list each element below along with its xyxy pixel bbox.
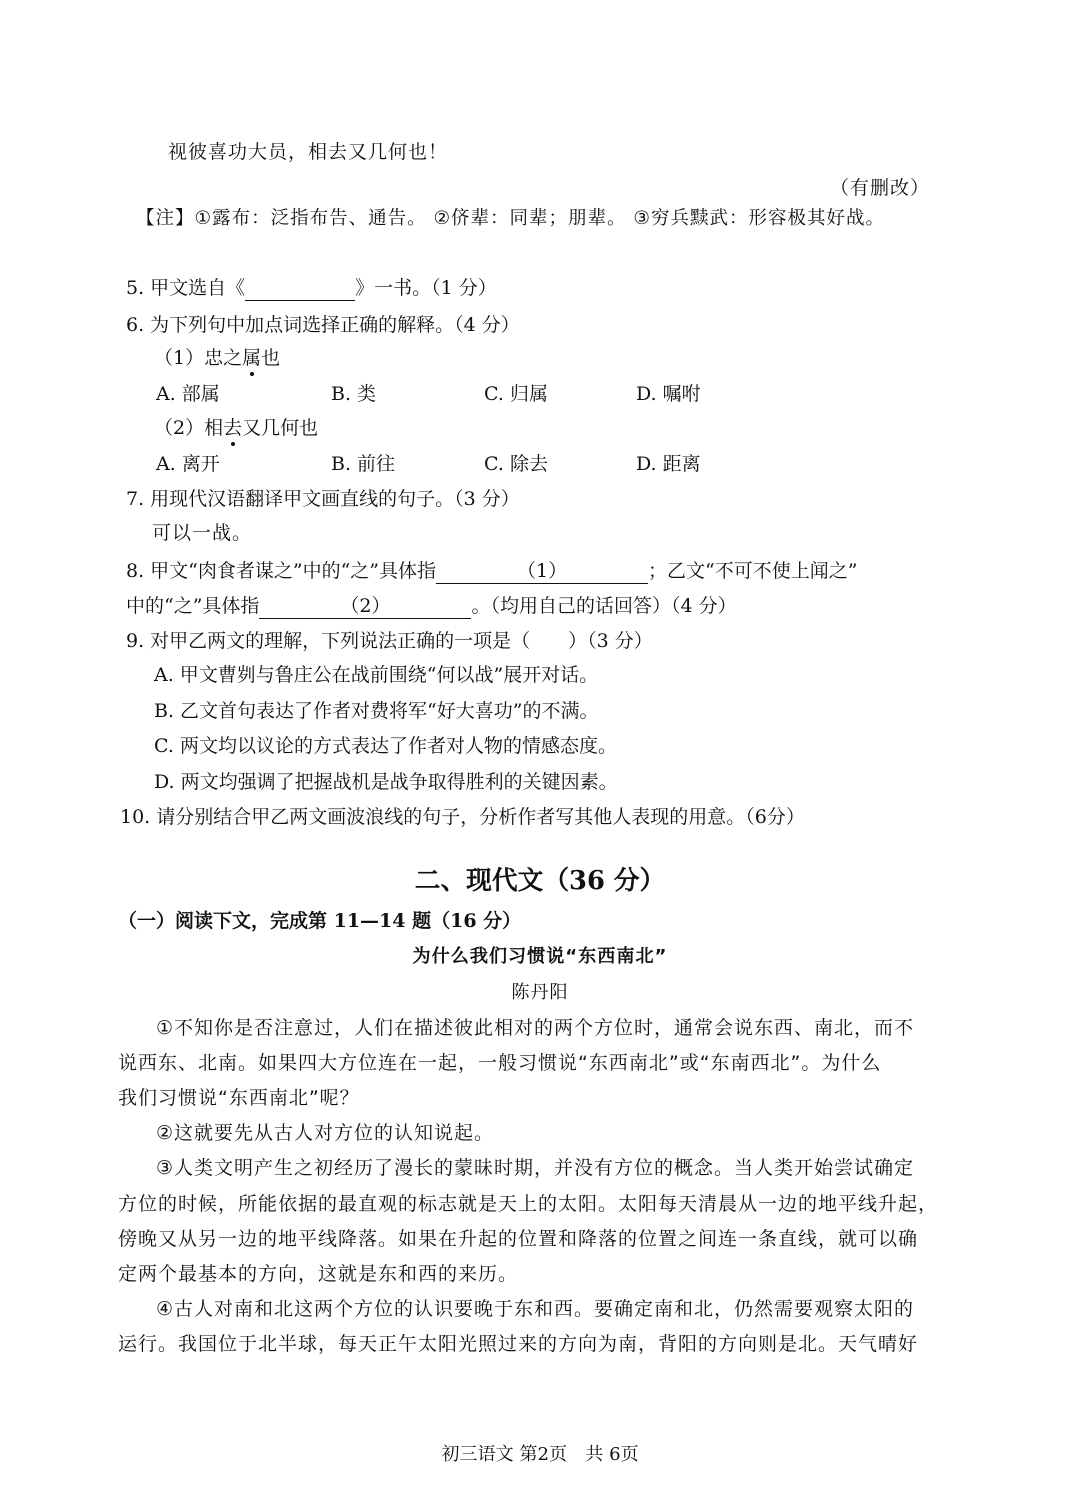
- q6-sub2-option-a: A. 离开: [156, 453, 220, 475]
- question-8-line2: [126, 595, 737, 619]
- paragraph-3-line-3: 傍晚又从另一边的地平线降落。如果在升起的位置和降落的位置之间连一条直线，就可以确: [118, 1228, 919, 1250]
- q6-sub2-option-b: B. 前往: [331, 453, 396, 475]
- q5-answer-blank[interactable]: [245, 277, 355, 301]
- paragraph-3-line-2: 方位的时候，所能依据的最直观的标志就是天上的太阳。太阳每天清晨从一边的地平线升起，: [118, 1193, 939, 1215]
- paragraph-2-line-1: ②这就要先从古人对方位的认知说起。: [156, 1122, 495, 1144]
- q9-option-d: D. 两文均强调了把握战机是战争取得胜利的关键因素。: [154, 771, 618, 793]
- paragraph-3-line-1: ③人类文明产生之初经历了漫长的蒙昧时期，并没有方位的概念。当人类开始尝试确定: [156, 1157, 915, 1179]
- q8-blank-1[interactable]: （1）: [436, 560, 648, 584]
- q5-stem-after: 》一书。（1 分）: [355, 277, 497, 299]
- page-footer: 初三语文 第2页 共 6页: [441, 1444, 639, 1465]
- q6-sub1-option-c: C. 归属: [484, 383, 548, 405]
- paragraph-1-line-1: ①不知你是否注意过，人们在描述彼此相对的两个方位时，通常会说东西、南北，而不: [156, 1017, 915, 1039]
- paragraph-4-line-2: 运行。我国位于北半球，每天正午太阳光照过来的方向为南，背阳的方向则是北。天气晴好: [118, 1333, 919, 1355]
- q6-sub1-prefix: （1）忠之: [154, 347, 243, 369]
- q6-sub2-dotted-word: 去: [223, 417, 243, 439]
- q6-sub2: [154, 417, 318, 440]
- q6-sub1-option-a: A. 部属: [156, 383, 220, 405]
- question-7-stem: 7. 用现代汉语翻译甲文画直线的句子。（3 分）: [126, 488, 520, 510]
- section-title: 二、现代文（36 分）: [414, 866, 666, 896]
- paragraph-1-line-3: 我们习惯说“东西南北”呢？: [118, 1087, 360, 1109]
- q8-part4: 。（均用自己的话回答）（4 分）: [471, 595, 737, 617]
- q8-part2: ；乙文“不可不使上闻之”: [648, 560, 858, 582]
- annotation-note: 【注】①露布：泛指布告、通告。 ②侪辈：同辈；朋辈。 ③穷兵黩武：形容极其好战。: [136, 208, 886, 229]
- q6-sub1-dotted-word: 属: [242, 347, 262, 369]
- q9-option-c: C. 两文均以议论的方式表达了作者对人物的情感态度。: [154, 735, 617, 757]
- q6-sub1-option-b: B. 类: [331, 383, 377, 405]
- section-subtitle: （一）阅读下文，完成第 11—14 题（16 分）: [118, 910, 522, 932]
- q6-sub1: [154, 347, 280, 370]
- question-10: 10. 请分别结合甲乙两文画波浪线的句子，分析作者写其他人表现的用意。（6分）: [120, 806, 805, 828]
- question-6-stem: 6. 为下列句中加点词选择正确的解释。（4 分）: [126, 314, 520, 336]
- q8-blank-2[interactable]: （2）: [259, 595, 471, 619]
- q7-sentence: 可以一战。: [152, 522, 253, 544]
- q6-sub2-suffix: 又几何也: [242, 417, 319, 439]
- q6-sub1-option-d: D. 嘱咐: [636, 383, 701, 405]
- paragraph-4-line-1: ④古人对南和北这两个方位的认识要晚于东和西。要确定南和北，仍然需要观察太阳的: [156, 1298, 915, 1320]
- article-author: 陈丹阳: [511, 982, 569, 1003]
- q9-option-b: B. 乙文首句表达了作者对费将军“好大喜功”的不满。: [154, 700, 599, 722]
- q6-sub2-option-d: D. 距离: [636, 453, 701, 475]
- q6-sub1-suffix: 也: [261, 347, 281, 369]
- question-9-stem: 9. 对甲乙两文的理解，下列说法正确的一项是（ ）（3 分）: [126, 630, 653, 652]
- q5-stem-before: 5. 甲文选自《: [126, 277, 246, 299]
- article-title: 为什么我们习惯说“东西南北”: [412, 946, 668, 967]
- question-5: [126, 277, 497, 301]
- adapted-note: （有删改）: [830, 177, 931, 199]
- q6-sub2-prefix: （2）相: [154, 417, 224, 439]
- q6-sub2-option-c: C. 除去: [484, 453, 548, 475]
- paragraph-1-line-2: 说西东、北南。如果四大方位连在一起，一般习惯说“东西南北”或“东南西北”。为什么: [118, 1052, 882, 1074]
- question-8-line1: [126, 560, 857, 584]
- q8-part1: 8. 甲文“肉食者谋之”中的“之”具体指: [126, 560, 437, 582]
- classical-text-line: 视彼喜功大员，相去又几何也！: [168, 141, 449, 163]
- paragraph-3-line-4: 定两个最基本的方向，这就是东和西的来历。: [118, 1263, 519, 1285]
- q8-part3: 中的“之”具体指: [126, 595, 260, 617]
- q9-option-a: A. 甲文曹刿与鲁庄公在战前围绕“何以战”展开对话。: [154, 664, 599, 686]
